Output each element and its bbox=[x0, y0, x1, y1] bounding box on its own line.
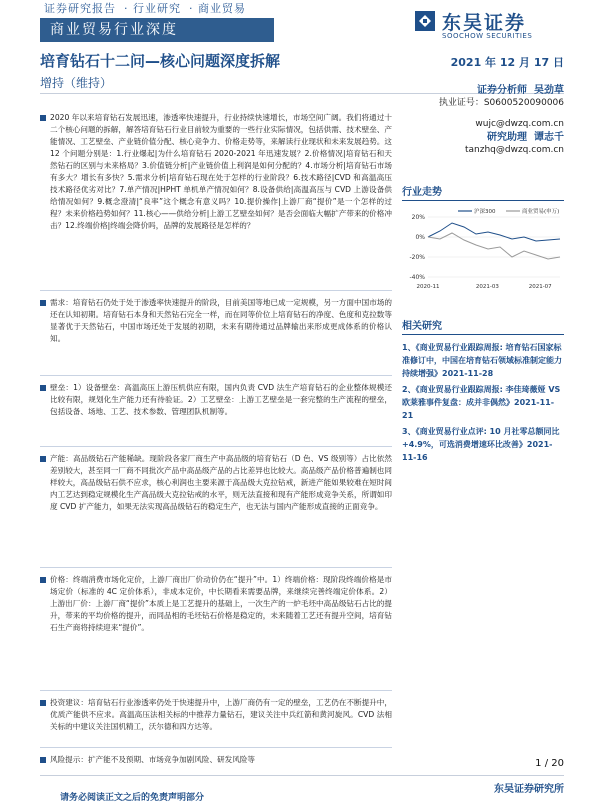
side-column bbox=[402, 84, 564, 467]
bullet-square-icon bbox=[40, 385, 46, 391]
analyst-name: 谭志千 bbox=[534, 132, 564, 143]
analyst-name: 吴劲草 bbox=[534, 85, 564, 96]
y-tick-label: 0% bbox=[415, 234, 425, 241]
trend-heading: 行业走势 bbox=[402, 183, 564, 201]
sector-banner: 商业贸易行业深度 bbox=[40, 18, 274, 42]
section-text: 价格：终端消费市场化定价，上游厂商出厂价动价仍在“提升”中。1）终端价格：现阶段终端价格是市场定价（标准的 4C 定价体系），非成本定价，中长期看来需要品牌，来继续完善终端定价体系。2）上游出厂价：上游厂商“提价”本质上是工艺提升的基础上，一次生产的一炉毛坯中高品级钻石占比的提升，带来的平均价格的提升，而同品相的毛坯钻石价格是稳定的，未来随着工艺还有提升空间，培育钻石生产商将持续迎来“提价”。 bbox=[50, 575, 392, 632]
logo-mark-icon bbox=[414, 10, 436, 32]
section-risk bbox=[40, 754, 392, 772]
section-text: 需求：培育钻石仍处于处于渗透率快速提升的阶段，目前美国等地已成一定规模，另一方面中国市场的还在认知初期。培育钻石本身和天然钻石完全一样，而在同等价位上培育钻石的净度、色度和克拉数等显著优于天然钻石，中国市场还处于发展的初期，未来有期待通过品牌输出来形成更成体系的价格认知。 bbox=[50, 298, 392, 343]
related-heading: 相关研究 bbox=[402, 317, 564, 335]
related-item[interactable]: 3、《商业贸易行业点评: 10 月社零总额同比+4.9%，可选消费增速环比改善》2021-11-16 bbox=[402, 427, 560, 462]
section-barriers bbox=[40, 382, 392, 447]
trend-chart-svg bbox=[402, 207, 564, 291]
bullet-square-icon bbox=[40, 300, 46, 306]
x-tick-label: 2021-07 bbox=[528, 284, 552, 290]
section-text: 2020 年以来培育钻石发展迅速，渗透率快速提升，行业持续快速增长，市场空间广阔。我们将通过十二个核心问题的拆解，解答培育钻石行业目前较为重要的一些行业实际情况，包括供需、技术壁垒、产能情况、工艺壁垒、产业链价值分配、核心竞争力、价格走势等，来解读行业现状和未来发展趋势。这 12 个问题分别是：1.行业爆起|为什么培育钻石 2020-2021 年迅速发展？2.价格情况|培育钻石和天然钻石的区别与未来格局？3.价值链分析|产业链价值上利润是如何分配的？4.市场分析|培育钻石市场有多大？增长有多快？5.需求分析|培育钻石现在处于怎样的行业阶段？6.技术路径|CVD 和高温高压技术路径优劣对比？7.单产情况|HPHT 单机单产情况如何？8.设备供给|高温高压与 CVD 上游设备供给情况如何？9.概念澄清|“良率”这个概念有意义吗？10.提价操作|上游厂商“提价”是一个怎样的过程？未来价格趋势如何？11.核心——供给分析|上游工艺壁垒如何？是否会面临大幅扩产带来的价格冲击？12.终端价格|终端会降价吗，品牌的发展路径是怎样的？ bbox=[50, 113, 392, 230]
related-item[interactable]: 2、《商业贸易行业跟踪周报: 李佳琦薇娅 VS 欧莱雅事件复盘：成并非偶然》2021-11-21 bbox=[402, 385, 561, 420]
tag-3: 商业贸易 bbox=[198, 2, 246, 15]
section-text: 投资建议：培育钻石行业渗透率仍处于快速提升中，上游厂商仍有一定的壁垒，工艺仍在不断提升中，优质产能供不应求。高温高压法相关标的中推荐力量钻石，建议关注中兵红箭和黄河旋风。CVD 法相关标的中建议关注国机精工，沃尔德和四方达等。 bbox=[50, 698, 392, 731]
analyst-cert: 执业证号：S0600520090006 bbox=[438, 98, 564, 108]
x-tick-label: 2021-03 bbox=[475, 284, 499, 290]
rating: 增持（维持） bbox=[40, 76, 113, 90]
analyst-role: 证券分析师 bbox=[477, 85, 528, 96]
y-tick-label: -40% bbox=[409, 274, 425, 281]
related-item[interactable]: 1、《商业贸易行业跟踪周报: 培育钻石国家标准修订中，中国在培育钻石领域标准制定能力持续增强》2021-11-28 bbox=[402, 343, 562, 378]
section-price bbox=[40, 574, 392, 691]
report-tags: 证券研究报告 · 行业研究 · 商业贸易 bbox=[44, 2, 246, 15]
tag-1: 证券研究报告 bbox=[44, 2, 116, 15]
footer-institute: 东吴证券研究所 bbox=[494, 784, 564, 795]
y-tick-label: -20% bbox=[409, 254, 425, 261]
footer-divider bbox=[40, 775, 564, 776]
analyst-email-2[interactable]: tanzhq@dwzq.com.cn bbox=[465, 145, 564, 155]
section-intro bbox=[40, 112, 392, 291]
company-logo bbox=[414, 8, 564, 44]
bullet-square-icon bbox=[40, 577, 46, 583]
legend-label: 商业贸易(申万) bbox=[522, 209, 560, 215]
analyst-role: 研究助理 bbox=[487, 132, 528, 143]
legend-label: 沪深300 bbox=[474, 209, 496, 215]
page-number: 1 / 20 bbox=[535, 758, 564, 769]
section-text: 风险提示：扩产能不及预期、市场竞争加剧风险、研发风险等 bbox=[50, 755, 256, 764]
bullet-square-icon bbox=[40, 115, 46, 121]
analyst-email-1[interactable]: wujc@dwzq.com.cn bbox=[475, 119, 564, 129]
section-text: 产能：高品级钻石产能稀缺。现阶段各家厂商生产中高品级的培育钻石（D 色、VS 级别等）占比依然差别较大，甚至同一厂商不同批次产品中高品级产品的占比差异也比较大。高品级产品价格普遍制也同样较大，高品级钻石供不应求，核心利润也主要来源于高品级大克拉钻戒，新进产能如果较难在短时间内工艺达到稳定规模化生产高品级大克拉钻戒的水平，则无法直接和现有产能形成竞争关系，所谓如印度 CVD 扩产能力，如果无法实现高品级钻石的稳定生产，也无法与国内产能形成直接的正面竞争。 bbox=[50, 454, 392, 511]
report-date: 2021 年 12 月 17 日 bbox=[450, 56, 564, 69]
section-capacity bbox=[40, 453, 392, 568]
bullet-square-icon bbox=[40, 700, 46, 706]
summary-column bbox=[40, 112, 392, 778]
section-text: 壁垒：1）设备壁垒：高温高压上游压机供应有限，国内负责 CVD 法生产培育钻石的企业整体规模还比较有限，规划化生产能力还有待验证。2）工艺壁垒：上游工艺壁垒是一套完整的生产流程的壁垒，包括设备、场地、工艺、技术参数、管理团队机制等。 bbox=[50, 383, 392, 416]
section-investment bbox=[40, 697, 392, 748]
disclaimer: 请务必阅读正文之后的免责声明部分 bbox=[60, 793, 205, 803]
related-list bbox=[402, 341, 564, 464]
report-title: 培育钻石十二问—核心问题深度拆解 bbox=[40, 52, 281, 70]
tag-2: 行业研究 bbox=[133, 2, 181, 15]
logo-en: SOOCHOW SECURITIES bbox=[442, 32, 533, 40]
analyst-2 bbox=[402, 131, 564, 144]
logo-name: 东吴证券 bbox=[442, 12, 527, 34]
series-line bbox=[428, 223, 560, 241]
y-tick-label: 20% bbox=[411, 214, 425, 221]
x-tick-label: 2020-11 bbox=[416, 284, 440, 290]
bullet-square-icon bbox=[40, 456, 46, 462]
trend-chart bbox=[402, 207, 564, 291]
analyst-1 bbox=[402, 84, 564, 97]
bullet-square-icon bbox=[40, 757, 46, 763]
section-demand bbox=[40, 297, 392, 376]
